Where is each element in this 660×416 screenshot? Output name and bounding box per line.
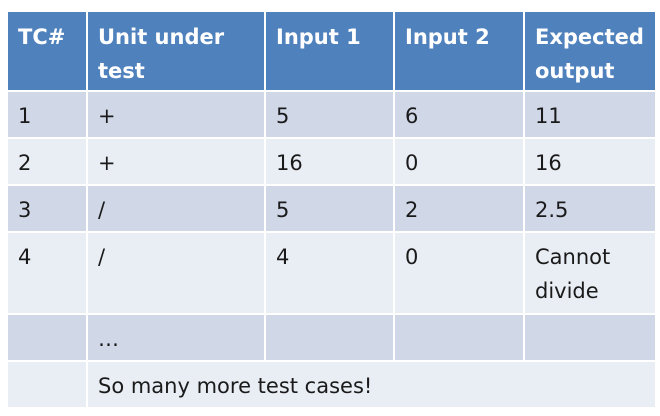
cell-tc-empty: [7, 361, 87, 408]
table-footer-row: [7, 361, 656, 408]
cell-expected: 11: [524, 91, 656, 138]
cell-input-1: 5: [265, 185, 394, 232]
cell-unit: /: [87, 232, 265, 314]
cell-expected: [524, 314, 656, 361]
cell-expected: 16: [524, 138, 656, 185]
table-header-row: [7, 11, 656, 91]
cell-input-1: 16: [265, 138, 394, 185]
cell-tc: 3: [7, 185, 87, 232]
cell-unit: +: [87, 91, 265, 138]
test-case-table: [6, 10, 657, 409]
header-tc: TC#: [7, 11, 87, 91]
cell-input-2: 0: [394, 232, 524, 314]
cell-unit: /: [87, 185, 265, 232]
header-input-1: Input 1: [265, 11, 394, 91]
header-input-2: Input 2: [394, 11, 524, 91]
cell-input-1: 5: [265, 91, 394, 138]
cell-tc: 4: [7, 232, 87, 314]
cell-input-2: 0: [394, 138, 524, 185]
cell-tc: [7, 314, 87, 361]
cell-tc: 2: [7, 138, 87, 185]
table-row: [7, 232, 656, 314]
cell-expected: 2.5: [524, 185, 656, 232]
footer-note: So many more test cases!: [87, 361, 656, 408]
cell-unit: +: [87, 138, 265, 185]
table-row: [7, 185, 656, 232]
table-row: [7, 138, 656, 185]
header-expected-output: Expected output: [524, 11, 656, 91]
cell-unit: …: [87, 314, 265, 361]
cell-input-2: 6: [394, 91, 524, 138]
cell-input-1: 4: [265, 232, 394, 314]
table-row: [7, 314, 656, 361]
cell-input-2: 2: [394, 185, 524, 232]
cell-input-1: [265, 314, 394, 361]
cell-tc: 1: [7, 91, 87, 138]
header-unit-under-test: Unit under test: [87, 11, 265, 91]
cell-expected: Cannot divide: [524, 232, 656, 314]
table-row: [7, 91, 656, 138]
cell-input-2: [394, 314, 524, 361]
